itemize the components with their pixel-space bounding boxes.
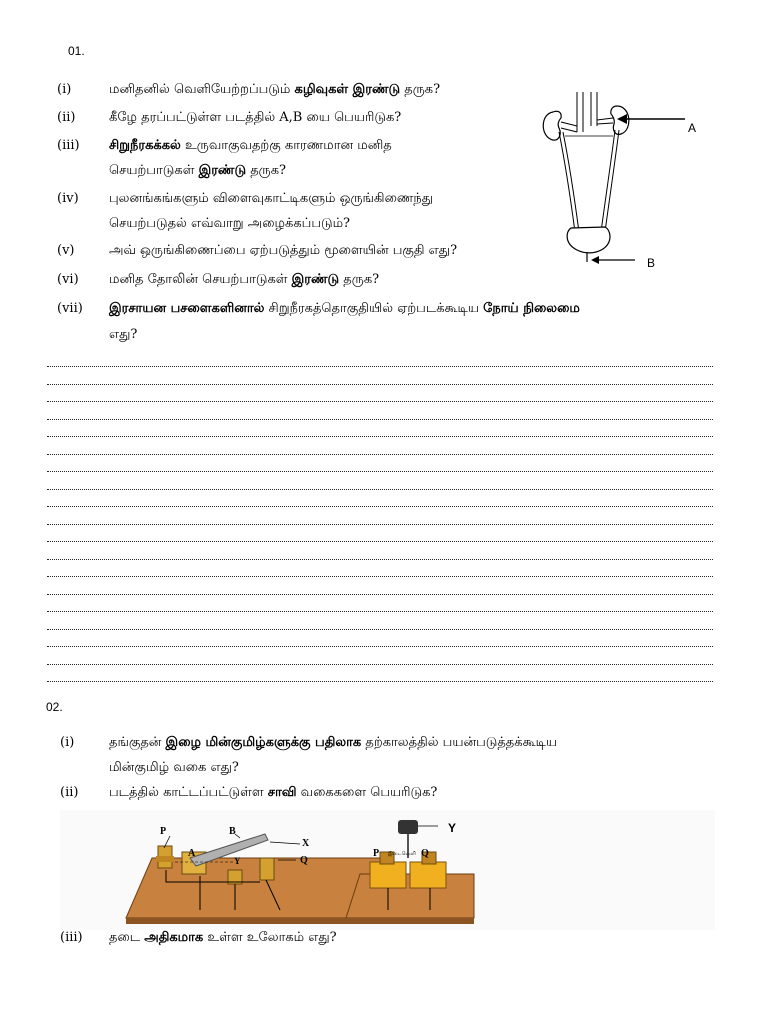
answer-line <box>47 384 713 385</box>
fig-label-y: Y <box>234 856 241 866</box>
fig-label-p-plug: P <box>373 848 380 859</box>
answer-line <box>47 401 713 402</box>
q2-iii-number: (iii) <box>60 930 83 945</box>
question-1-number: 01. <box>68 44 85 58</box>
answer-line <box>47 524 713 525</box>
q1-i-number: (i) <box>57 82 72 97</box>
answer-line <box>47 681 713 682</box>
answer-line <box>47 594 713 595</box>
answer-line <box>47 629 713 630</box>
fig-label-a: A <box>188 848 196 859</box>
q1-v-text: அவ் ஒருங்கிணைப்பை ஏற்படுத்தும் மூளையின் பகுதி எது? <box>109 243 458 258</box>
answer-line <box>47 541 713 542</box>
q1-iv-number: (iv) <box>57 191 79 206</box>
terminal-q <box>260 858 274 880</box>
plug-block-p <box>370 862 406 888</box>
answer-line <box>47 664 713 665</box>
q1-iii-text: சிறுநீரகக்கல் உருவாகுவதற்கு காரணமான மனித <box>109 138 392 153</box>
fig-label-p: P <box>160 826 167 837</box>
q1-vii-number: (vii) <box>57 301 83 316</box>
plug-block-q <box>410 862 446 888</box>
left-kidney <box>543 111 561 140</box>
q1-iv-text-line2: செயற்படுதல் எவ்வாறு அழைக்கப்படும்? <box>109 216 351 231</box>
q1-vi-number: (vi) <box>57 272 79 287</box>
q2-i-text-line2: மின்குமிழ் வகை எது? <box>109 760 239 775</box>
answer-line <box>47 611 713 612</box>
fig-label-x: X <box>302 838 310 849</box>
answer-line <box>47 454 713 455</box>
answer-line <box>47 366 713 367</box>
q1-vii-text: இரசாயன பசளைகளினால் சிறுநீரகத்தொகுதியில் ஏற்படக்கூடிய நோய் நிலைமை <box>109 301 580 316</box>
answer-line <box>47 489 713 490</box>
q2-iii-text: தடை அதிகமாக உள்ள உலோகம் எது? <box>109 930 337 945</box>
q2-i-number: (i) <box>60 735 75 750</box>
fig-label-y-plug: Y <box>448 821 457 835</box>
q1-vi-text: மனித தோலின் செயற்பாடுகள் இரண்டு தருக? <box>109 272 380 287</box>
q2-ii-number: (ii) <box>60 785 79 800</box>
answer-line <box>47 419 713 420</box>
q2-ii-text: படத்தில் காட்டப்பட்டுள்ள சாவி வகைகளை பெயரிடுக? <box>109 785 438 800</box>
plug-y <box>398 820 418 834</box>
q1-iii-number: (iii) <box>57 138 80 153</box>
fig-label-b: B <box>229 826 236 837</box>
switch-keys-figure <box>60 810 715 930</box>
answer-line <box>47 646 713 647</box>
question-2-number: 02. <box>46 700 63 714</box>
answer-line <box>47 559 713 560</box>
answer-line <box>47 576 713 577</box>
q1-ii-text: கீழே தரப்பட்டுள்ள படத்தில் A,B யை பெயரிடுக? <box>109 110 402 125</box>
q1-i-text: மனிதனில் வெளியேற்றப்படும் கழிவுகள் இரண்டு தருக? <box>109 82 441 97</box>
q1-v-number: (v) <box>57 243 75 258</box>
diagram-label-a: A <box>688 121 697 135</box>
answer-line <box>47 471 713 472</box>
q1-iii-text-line2: செயற்பாடுகள் இரண்டு தருக? <box>109 163 287 178</box>
answer-line <box>47 436 713 437</box>
fig-label-q-plug: Q <box>421 848 429 859</box>
q1-vii-text-line2: எது? <box>109 327 138 342</box>
q2-i-text: தங்குதன் இழை மின்குமிழ்களுக்கு பதிலாக தற்காலத்தில் பயன்படுத்தக்கூடிய <box>109 735 558 750</box>
answer-line <box>47 506 713 507</box>
q1-ii-number: (ii) <box>57 110 76 125</box>
bladder <box>567 227 610 253</box>
fig-label-q: Q <box>300 855 308 866</box>
q1-iv-text: புலனங்கங்களும் விளைவுகாட்டிகளும் ஒருங்கிணைந்து <box>109 191 434 206</box>
diagram-label-b: B <box>647 256 656 270</box>
fig-label-gap: இடைவெளி <box>388 851 416 857</box>
urinary-system-diagram <box>535 92 725 272</box>
